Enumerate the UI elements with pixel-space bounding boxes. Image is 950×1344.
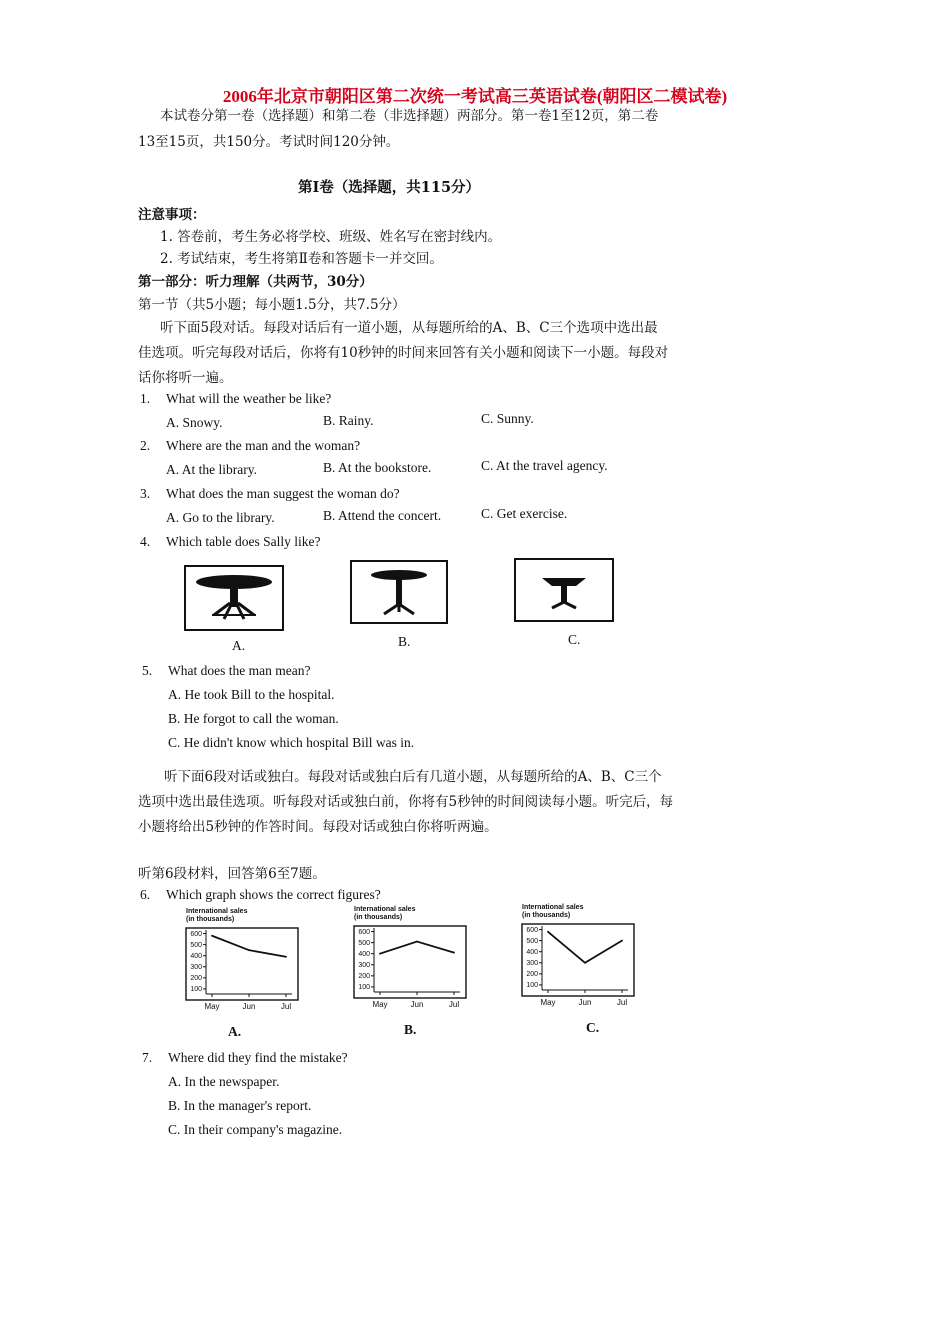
question-number: 7.	[142, 1050, 153, 1065]
series-line	[212, 936, 286, 957]
part1-heading: 第一部分：听力理解（共两节，30分）	[138, 274, 373, 290]
notice-heading: 注意事项：	[138, 207, 206, 223]
y-tick-label: 100	[190, 986, 202, 994]
instruction2-line-3: 小题将给出5秒钟的作答时间。每段对话或独白你将听两遍。	[138, 819, 498, 835]
instruction-line-2: 佳选项。听完每段对话后，你将有10秒钟的时间来回答有关小题和阅读下一小题。每段对	[138, 345, 669, 361]
intro-line-1: 本试卷分第一卷（选择题）和第二卷（非选择题）两部分。第一卷1至12页，第二卷	[160, 108, 659, 124]
data-point	[248, 949, 250, 951]
volume-title: 第Ⅰ卷（选择题，共115分）	[298, 179, 481, 196]
x-tick-label: May	[372, 1000, 388, 1009]
x-tick-label: Jun	[578, 998, 592, 1007]
table-c-image	[514, 558, 614, 622]
intro-line-2: 13至15页，共150分。考试时间120分钟。	[138, 134, 400, 150]
y-tick-label: 300	[190, 964, 202, 972]
y-tick-label: 600	[358, 928, 370, 936]
y-tick-label: 100	[526, 982, 538, 990]
table-b-image	[350, 560, 448, 624]
option-b: B. Rainy.	[323, 413, 374, 428]
series-line	[380, 942, 454, 954]
chart-b-label: B.	[404, 1022, 417, 1037]
series-line	[548, 932, 622, 963]
notice-item-2: 2. 考试结束，考生将第Ⅱ卷和答题卡一并交回。	[160, 251, 443, 267]
instruction2-line-2: 选项中选出最佳选项。听每段对话或独白前，你将有5秒钟的时间阅读每小题。听完后，每	[138, 794, 674, 810]
option-c: C. He didn't know which hospital Bill was in.	[168, 735, 415, 750]
y-tick-label: 500	[526, 937, 538, 945]
data-point	[453, 952, 455, 954]
y-tick-label: 200	[190, 975, 202, 983]
option-a: A. Snowy.	[166, 415, 223, 430]
table-b-label: B.	[398, 634, 411, 649]
x-tick-label: May	[204, 1002, 220, 1011]
y-tick-label: 400	[190, 952, 202, 960]
chart-a-label: A.	[228, 1024, 242, 1039]
y-tick-label: 300	[526, 960, 538, 968]
table-c-label: C.	[568, 632, 581, 647]
table-a-image	[184, 565, 284, 631]
option-b: B. In the manager's report.	[168, 1098, 312, 1113]
chart-subtitle: (in thousands)	[186, 916, 235, 923]
x-tick-label: Jul	[280, 1002, 292, 1011]
y-tick-label: 400	[358, 950, 370, 958]
chart-title: International sales	[522, 904, 584, 911]
chart-title: International sales	[354, 906, 416, 913]
option-c: C. At the travel agency.	[481, 458, 608, 473]
y-tick-label: 500	[190, 941, 202, 949]
chart-a	[180, 904, 304, 1012]
option-a: A. In the newspaper.	[168, 1074, 280, 1089]
y-tick-label: 200	[526, 971, 538, 979]
option-b: B. Attend the concert.	[323, 508, 442, 523]
x-tick-label: Jul	[448, 1000, 460, 1009]
instruction-line-1: 听下面5段对话。每段对话后有一道小题，从每题所给的A、B、C三个选项中选出最	[160, 320, 658, 336]
data-point	[621, 940, 623, 942]
chart-frame	[354, 926, 466, 998]
material-6-heading: 听第6段材料，回答第6至7题。	[138, 866, 326, 882]
question-text: Which graph shows the correct figures?	[166, 887, 381, 902]
chart-frame	[522, 924, 634, 996]
chart-frame	[186, 928, 298, 1000]
option-c: C. Get exercise.	[481, 506, 568, 521]
data-point	[547, 931, 549, 933]
y-tick-label: 600	[526, 926, 538, 934]
option-a: A. Go to the library.	[166, 510, 275, 525]
question-text: Where did they find the mistake?	[168, 1050, 348, 1065]
option-b: B. At the bookstore.	[323, 460, 432, 475]
question-number: 3.	[140, 486, 151, 501]
y-tick-label: 100	[358, 984, 370, 992]
question-number: 1.	[140, 391, 151, 406]
y-tick-label: 400	[526, 948, 538, 956]
chart-title: International sales	[186, 908, 248, 915]
option-c: C. Sunny.	[481, 411, 534, 426]
y-tick-label: 500	[358, 939, 370, 947]
section1-heading: 第一节（共5小题；每小题1.5分，共7.5分）	[138, 297, 406, 313]
x-tick-label: Jun	[410, 1000, 424, 1009]
option-c: C. In their company's magazine.	[168, 1122, 343, 1137]
data-point	[285, 956, 287, 958]
y-tick-label: 300	[358, 962, 370, 970]
x-tick-label: Jul	[616, 998, 628, 1007]
data-point	[211, 935, 213, 937]
question-text: Which table does Sally like?	[166, 534, 321, 549]
chart-c-label: C.	[586, 1020, 600, 1035]
y-tick-label: 600	[190, 930, 202, 938]
y-tick-label: 200	[358, 973, 370, 981]
table-a-label: A.	[232, 638, 246, 653]
chart-c	[516, 900, 640, 1008]
instruction2-line-1: 听下面6段对话或独白。每段对话或独白后有几道小题，从每题所给的A、B、C三个	[164, 769, 662, 785]
x-tick-label: May	[540, 998, 556, 1007]
x-tick-label: Jun	[242, 1002, 256, 1011]
question-text: What does the man suggest the woman do?	[166, 486, 400, 501]
chart-b	[348, 902, 472, 1010]
data-point	[416, 941, 418, 943]
instruction-line-3: 话你将听一遍。	[138, 370, 233, 386]
option-a: A. At the library.	[166, 462, 257, 477]
question-number: 2.	[140, 438, 151, 453]
chart-subtitle: (in thousands)	[522, 912, 571, 919]
option-b: B. He forgot to call the woman.	[168, 711, 339, 726]
option-a: A. He took Bill to the hospital.	[168, 687, 335, 702]
question-number: 6.	[140, 887, 151, 902]
data-point	[379, 953, 381, 955]
document-title: 2006年北京市朝阳区第二次统一考试高三英语试卷(朝阳区二模试卷)	[222, 87, 728, 106]
question-text: What does the man mean?	[168, 663, 311, 678]
question-number: 4.	[140, 534, 151, 549]
question-text: Where are the man and the woman?	[166, 438, 361, 453]
question-text: What will the weather be like?	[166, 391, 332, 406]
data-point	[584, 962, 586, 964]
chart-subtitle: (in thousands)	[354, 914, 403, 921]
notice-item-1: 1. 答卷前，考生务必将学校、班级、姓名写在密封线内。	[160, 229, 502, 245]
question-number: 5.	[142, 663, 153, 678]
